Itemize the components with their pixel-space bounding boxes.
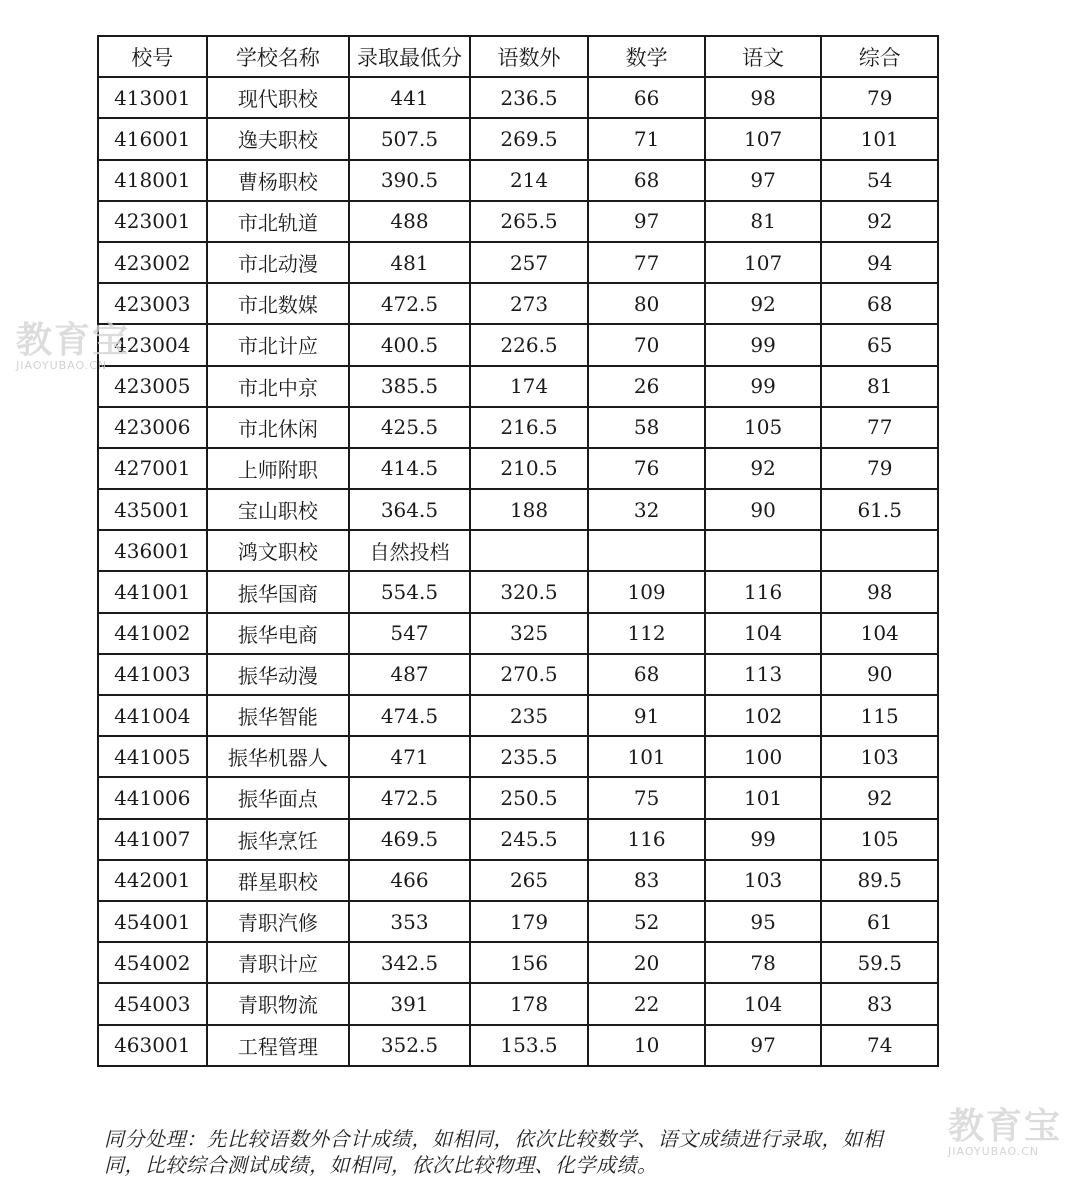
table-row [98, 613, 938, 654]
cell-school-name: 青职汽修 [207, 901, 350, 942]
cell-school-code: 423002 [98, 242, 207, 283]
header-school-code: 校号 [98, 36, 207, 77]
cell-school-code: 441003 [98, 654, 207, 695]
cell-comprehensive: 115 [821, 695, 938, 736]
watermark-url: JIAOYUBAO.CN [16, 359, 108, 372]
cell-chinese: 104 [705, 983, 822, 1024]
cell-chinese-math-english: 178 [470, 983, 589, 1024]
note-line-1: 同分处理：先比较语数外合计成绩，如相同，依次比较数学、语文成绩进行录取，如相 [104, 1127, 883, 1151]
cell-min-score: 472.5 [349, 283, 470, 324]
cell-school-code: 441007 [98, 819, 207, 860]
cell-math: 83 [588, 860, 705, 901]
cell-math: 76 [588, 448, 705, 489]
cell-min-score: 441 [349, 77, 470, 118]
table-row [98, 77, 938, 118]
cell-min-score: 471 [349, 736, 470, 777]
cell-chinese-math-english: 179 [470, 901, 589, 942]
cell-math: 75 [588, 777, 705, 818]
cell-math: 58 [588, 407, 705, 448]
table-row [98, 201, 938, 242]
cell-chinese-math-english: 265.5 [470, 201, 589, 242]
header-chinese-math-english: 语数外 [470, 36, 589, 77]
cell-school-name: 曹杨职校 [207, 160, 350, 201]
table-row [98, 448, 938, 489]
cell-comprehensive: 81 [821, 366, 938, 407]
cell-math: 66 [588, 77, 705, 118]
cell-comprehensive: 83 [821, 983, 938, 1024]
cell-chinese-math-english: 325 [470, 613, 589, 654]
cell-school-code: 413001 [98, 77, 207, 118]
cell-school-name: 市北轨道 [207, 201, 350, 242]
cell-chinese: 78 [705, 942, 822, 983]
cell-school-name: 振华动漫 [207, 654, 350, 695]
cell-min-score: 400.5 [349, 324, 470, 365]
cell-chinese: 92 [705, 448, 822, 489]
cell-chinese: 92 [705, 283, 822, 324]
cell-chinese: 99 [705, 819, 822, 860]
cell-chinese: 99 [705, 366, 822, 407]
cell-math: 77 [588, 242, 705, 283]
cell-school-code: 423001 [98, 201, 207, 242]
cell-comprehensive: 90 [821, 654, 938, 695]
cell-school-code: 441001 [98, 571, 207, 612]
cell-school-code: 423006 [98, 407, 207, 448]
cell-school-name: 市北动漫 [207, 242, 350, 283]
cell-math: 109 [588, 571, 705, 612]
cell-chinese-math-english: 265 [470, 860, 589, 901]
cell-chinese-math-english: 320.5 [470, 571, 589, 612]
cell-school-code: 435001 [98, 489, 207, 530]
cell-chinese-math-english: 273 [470, 283, 589, 324]
cell-chinese: 113 [705, 654, 822, 695]
cell-chinese-math-english: 210.5 [470, 448, 589, 489]
cell-chinese: 99 [705, 324, 822, 365]
cell-school-name: 振华机器人 [207, 736, 350, 777]
table-row [98, 695, 938, 736]
cell-min-score: 554.5 [349, 571, 470, 612]
cell-min-score: 414.5 [349, 448, 470, 489]
cell-school-name: 鸿文职校 [207, 530, 350, 571]
header-comprehensive: 综合 [821, 36, 938, 77]
watermark-text: 教育宝 [948, 1106, 1063, 1147]
cell-chinese: 100 [705, 736, 822, 777]
cell-min-score: 364.5 [349, 489, 470, 530]
cell-min-score: 466 [349, 860, 470, 901]
cell-comprehensive: 79 [821, 448, 938, 489]
cell-chinese-math-english: 236.5 [470, 77, 589, 118]
cell-math: 97 [588, 201, 705, 242]
table-row [98, 366, 938, 407]
cell-comprehensive: 98 [821, 571, 938, 612]
table-row [98, 489, 938, 530]
cell-chinese-math-english: 270.5 [470, 654, 589, 695]
cell-chinese-math-english: 216.5 [470, 407, 589, 448]
table-row [98, 860, 938, 901]
cell-chinese: 103 [705, 860, 822, 901]
cell-school-name: 振华面点 [207, 777, 350, 818]
cell-chinese: 101 [705, 777, 822, 818]
cell-chinese: 104 [705, 613, 822, 654]
watermark-text: 教育宝 [16, 320, 131, 361]
table-row [98, 654, 938, 695]
cell-school-code: 454003 [98, 983, 207, 1024]
table-row [98, 983, 938, 1024]
table-body [98, 77, 938, 1066]
cell-comprehensive: 74 [821, 1025, 938, 1066]
admission-score-table [97, 35, 939, 1067]
table-row [98, 777, 938, 818]
cell-min-score: 547 [349, 613, 470, 654]
cell-school-code: 423005 [98, 366, 207, 407]
cell-math: 52 [588, 901, 705, 942]
cell-school-code: 442001 [98, 860, 207, 901]
cell-school-name: 工程管理 [207, 1025, 350, 1066]
cell-min-score: 自然投档 [349, 530, 470, 571]
cell-min-score: 487 [349, 654, 470, 695]
cell-school-code: 454001 [98, 901, 207, 942]
cell-min-score: 488 [349, 201, 470, 242]
cell-min-score: 391 [349, 983, 470, 1024]
cell-chinese-math-english: 226.5 [470, 324, 589, 365]
table-row [98, 1025, 938, 1066]
cell-school-name: 上师附职 [207, 448, 350, 489]
cell-chinese-math-english: 156 [470, 942, 589, 983]
cell-school-code: 423004 [98, 324, 207, 365]
cell-min-score: 385.5 [349, 366, 470, 407]
cell-chinese-math-english [470, 530, 589, 571]
tie-break-note [104, 1126, 944, 1178]
cell-school-name: 群星职校 [207, 860, 350, 901]
cell-math [588, 530, 705, 571]
cell-comprehensive: 105 [821, 819, 938, 860]
cell-chinese-math-english: 257 [470, 242, 589, 283]
cell-school-code: 436001 [98, 530, 207, 571]
cell-comprehensive: 65 [821, 324, 938, 365]
cell-math: 68 [588, 160, 705, 201]
cell-min-score: 342.5 [349, 942, 470, 983]
header-school-name: 学校名称 [207, 36, 350, 77]
cell-school-code: 441005 [98, 736, 207, 777]
cell-school-code: 441006 [98, 777, 207, 818]
cell-comprehensive [821, 530, 938, 571]
cell-comprehensive: 61 [821, 901, 938, 942]
table-row [98, 942, 938, 983]
cell-school-name: 逸夫职校 [207, 118, 350, 159]
cell-min-score: 472.5 [349, 777, 470, 818]
cell-math: 80 [588, 283, 705, 324]
table-row [98, 901, 938, 942]
cell-school-name: 市北中京 [207, 366, 350, 407]
cell-comprehensive: 61.5 [821, 489, 938, 530]
watermark-url: JIAOYUBAO.CN [948, 1145, 1040, 1158]
cell-math: 22 [588, 983, 705, 1024]
cell-min-score: 390.5 [349, 160, 470, 201]
score-table-container [97, 35, 939, 1067]
cell-comprehensive: 103 [821, 736, 938, 777]
cell-math: 112 [588, 613, 705, 654]
table-row [98, 242, 938, 283]
cell-min-score: 352.5 [349, 1025, 470, 1066]
cell-chinese-math-english: 153.5 [470, 1025, 589, 1066]
cell-chinese: 95 [705, 901, 822, 942]
cell-comprehensive: 77 [821, 407, 938, 448]
cell-school-name: 振华国商 [207, 571, 350, 612]
table-row [98, 530, 938, 571]
cell-school-code: 416001 [98, 118, 207, 159]
cell-school-name: 宝山职校 [207, 489, 350, 530]
cell-chinese: 107 [705, 118, 822, 159]
cell-school-code: 427001 [98, 448, 207, 489]
cell-math: 91 [588, 695, 705, 736]
cell-comprehensive: 54 [821, 160, 938, 201]
cell-chinese: 97 [705, 1025, 822, 1066]
cell-chinese: 105 [705, 407, 822, 448]
cell-math: 32 [588, 489, 705, 530]
cell-school-code: 418001 [98, 160, 207, 201]
cell-min-score: 353 [349, 901, 470, 942]
cell-school-name: 振华烹饪 [207, 819, 350, 860]
cell-min-score: 425.5 [349, 407, 470, 448]
cell-chinese: 90 [705, 489, 822, 530]
cell-chinese: 107 [705, 242, 822, 283]
cell-chinese-math-english: 245.5 [470, 819, 589, 860]
cell-comprehensive: 92 [821, 201, 938, 242]
table-row [98, 283, 938, 324]
cell-chinese-math-english: 269.5 [470, 118, 589, 159]
cell-math: 101 [588, 736, 705, 777]
table-row [98, 819, 938, 860]
table-row [98, 571, 938, 612]
cell-school-name: 现代职校 [207, 77, 350, 118]
table-row [98, 160, 938, 201]
cell-min-score: 469.5 [349, 819, 470, 860]
cell-chinese: 81 [705, 201, 822, 242]
header-min-score: 录取最低分 [349, 36, 470, 77]
cell-chinese: 97 [705, 160, 822, 201]
cell-min-score: 474.5 [349, 695, 470, 736]
header-math: 数学 [588, 36, 705, 77]
cell-comprehensive: 59.5 [821, 942, 938, 983]
cell-comprehensive: 94 [821, 242, 938, 283]
cell-school-code: 441002 [98, 613, 207, 654]
cell-chinese-math-english: 188 [470, 489, 589, 530]
cell-min-score: 507.5 [349, 118, 470, 159]
cell-comprehensive: 68 [821, 283, 938, 324]
cell-school-code: 454002 [98, 942, 207, 983]
header-chinese: 语文 [705, 36, 822, 77]
note-line-2: 同，比较综合测试成绩，如相同，依次比较物理、化学成绩。 [104, 1153, 658, 1177]
cell-chinese-math-english: 250.5 [470, 777, 589, 818]
cell-comprehensive: 79 [821, 77, 938, 118]
cell-chinese-math-english: 174 [470, 366, 589, 407]
table-row [98, 118, 938, 159]
cell-school-name: 青职计应 [207, 942, 350, 983]
cell-chinese: 116 [705, 571, 822, 612]
table-row [98, 736, 938, 777]
cell-chinese-math-english: 235 [470, 695, 589, 736]
cell-school-name: 振华电商 [207, 613, 350, 654]
cell-school-name: 市北计应 [207, 324, 350, 365]
cell-math: 70 [588, 324, 705, 365]
cell-min-score: 481 [349, 242, 470, 283]
cell-school-code: 423003 [98, 283, 207, 324]
cell-school-code: 441004 [98, 695, 207, 736]
cell-school-name: 市北休闲 [207, 407, 350, 448]
cell-school-name: 振华智能 [207, 695, 350, 736]
cell-chinese-math-english: 214 [470, 160, 589, 201]
cell-chinese: 98 [705, 77, 822, 118]
watermark-logo [948, 1108, 1062, 1158]
cell-math: 116 [588, 819, 705, 860]
cell-school-name: 青职物流 [207, 983, 350, 1024]
table-header-row [98, 36, 938, 77]
table-row [98, 407, 938, 448]
cell-math: 71 [588, 118, 705, 159]
cell-comprehensive: 92 [821, 777, 938, 818]
cell-math: 26 [588, 366, 705, 407]
cell-comprehensive: 89.5 [821, 860, 938, 901]
cell-chinese: 102 [705, 695, 822, 736]
cell-comprehensive: 104 [821, 613, 938, 654]
cell-comprehensive: 101 [821, 118, 938, 159]
table-row [98, 324, 938, 365]
cell-school-code: 463001 [98, 1025, 207, 1066]
cell-school-name: 市北数媒 [207, 283, 350, 324]
cell-math: 20 [588, 942, 705, 983]
cell-chinese [705, 530, 822, 571]
cell-math: 68 [588, 654, 705, 695]
cell-chinese-math-english: 235.5 [470, 736, 589, 777]
cell-math: 10 [588, 1025, 705, 1066]
